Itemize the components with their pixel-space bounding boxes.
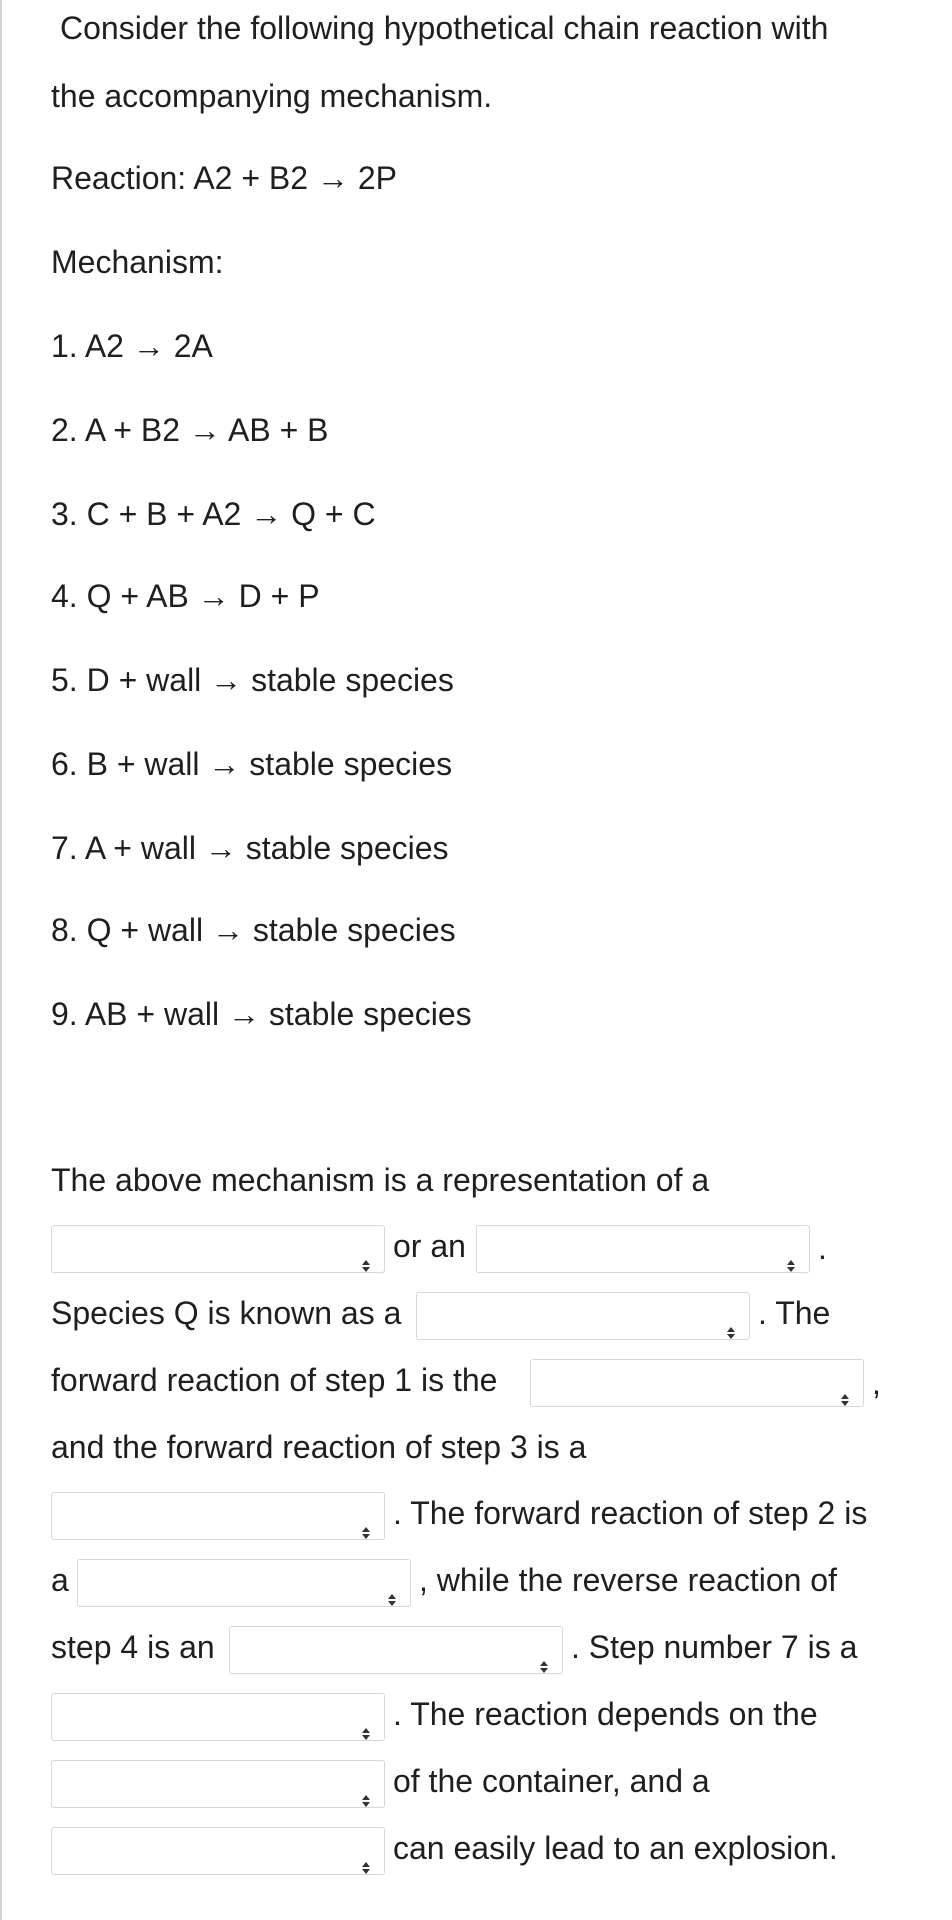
answer-dropdown-5[interactable] [51,1492,385,1540]
answer-dropdown-4[interactable] [530,1359,864,1407]
updown-arrows-icon [362,1243,370,1255]
step-6: 6. B + wall → stable species [51,746,453,782]
text-step3: and the forward reaction of step 3 is a [51,1429,587,1465]
updown-arrows-icon [362,1778,370,1790]
updown-arrows-icon [727,1310,735,1322]
answer-dropdown-8[interactable] [51,1693,385,1741]
updown-arrows-icon [841,1377,849,1389]
updown-arrows-icon [362,1510,370,1522]
left-border [0,0,2,1920]
text-step1: forward reaction of step 1 is the [51,1362,498,1398]
updown-arrows-icon [362,1711,370,1723]
text-explosion: can easily lead to an explosion. [393,1830,838,1866]
step-5: 5. D + wall → stable species [51,662,454,698]
answer-dropdown-9[interactable] [51,1760,385,1808]
question-line-1: The above mechanism is a representation of a [51,1162,710,1198]
answer-dropdown-1[interactable] [51,1225,385,1273]
text-container: of the container, and a [393,1763,710,1799]
answer-dropdown-7[interactable] [229,1626,563,1674]
text-a: a [51,1562,69,1598]
step-9: 9. AB + wall → stable species [51,996,472,1032]
updown-arrows-icon [540,1644,548,1656]
updown-arrows-icon [787,1243,795,1255]
text-reverse: , while the reverse reaction of [419,1562,837,1598]
answer-dropdown-3[interactable] [416,1292,750,1340]
reaction-equation: Reaction: A2 + B2 → 2P [51,160,397,196]
text-or-an: or an [393,1228,466,1264]
intro-line-1: Consider the following hypothetical chain reaction with [60,10,829,46]
text-comma-1: , [872,1365,881,1401]
step-1: 1. A2 → 2A [51,328,213,364]
text-step7: . Step number 7 is a [571,1629,858,1665]
intro-line-2: the accompanying mechanism. [51,78,493,114]
answer-dropdown-10[interactable] [51,1827,385,1875]
step-4: 4. Q + AB → D + P [51,578,320,614]
updown-arrows-icon [388,1577,396,1589]
mechanism-heading: Mechanism: [51,244,224,280]
text-step2: . The forward reaction of step 2 is [393,1495,868,1531]
text-period-1: . [818,1230,827,1266]
step-2: 2. A + B2 → AB + B [51,412,329,448]
text-step4: step 4 is an [51,1629,215,1665]
updown-arrows-icon [362,1845,370,1857]
answer-dropdown-6[interactable] [77,1559,411,1607]
answer-dropdown-2[interactable] [476,1225,810,1273]
step-3: 3. C + B + A2 → Q + C [51,496,376,532]
step-7: 7. A + wall → stable species [51,830,449,866]
text-depends: . The reaction depends on the [393,1696,818,1732]
text-species-q: Species Q is known as a [51,1295,402,1331]
text-the: . The [758,1295,831,1331]
step-8: 8. Q + wall → stable species [51,912,456,948]
